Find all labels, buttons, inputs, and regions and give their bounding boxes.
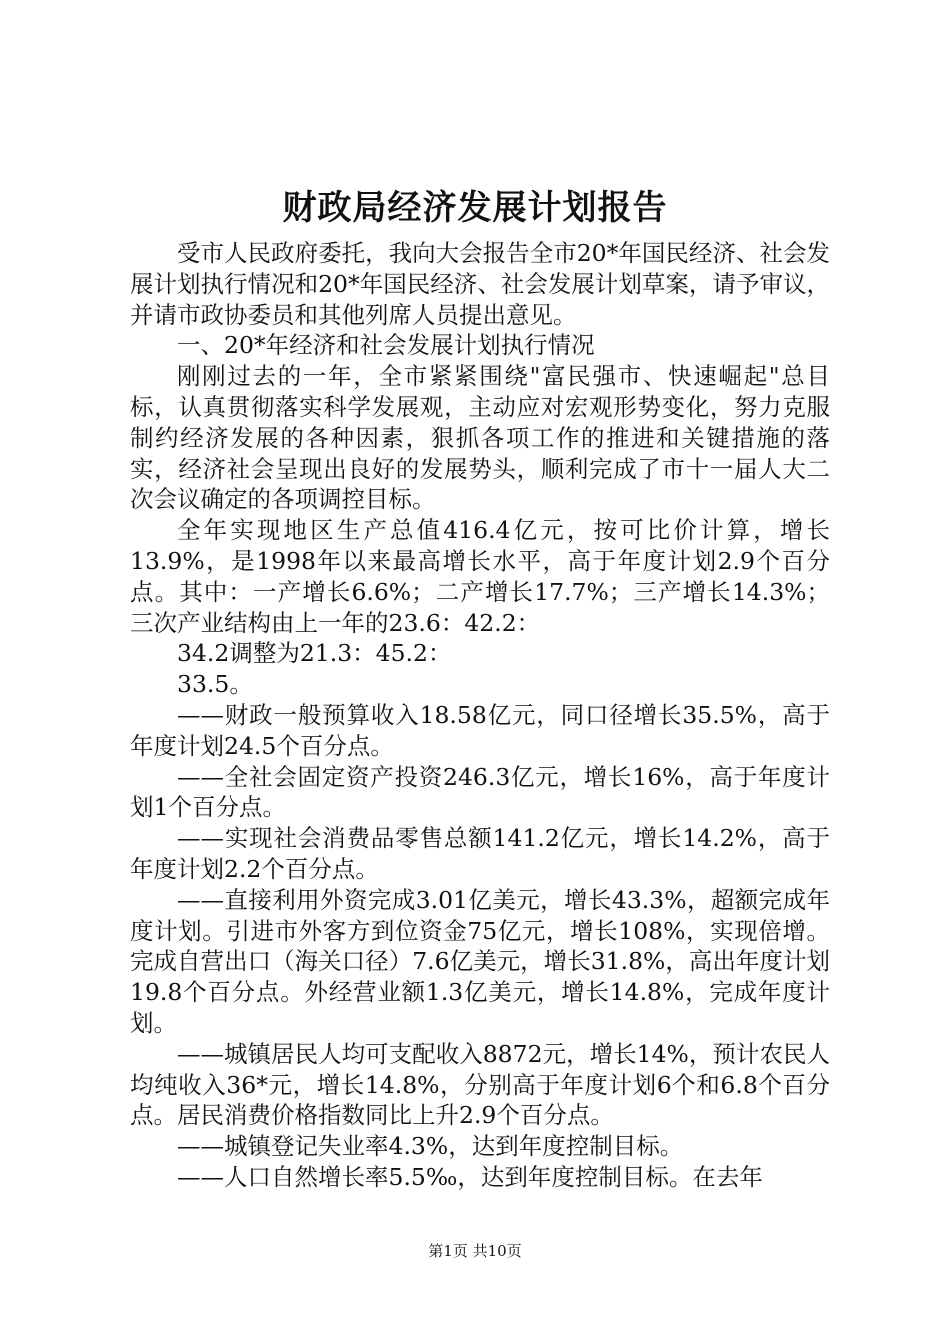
document-title: 财政局经济发展计划报告 xyxy=(282,188,668,228)
paragraph-structure-1: 34.2调整为21.3：45.2： xyxy=(177,639,452,668)
paragraph-foreign-investment: ——直接利用外资完成3.01亿美元，增长43.3%，超额完成年度计划。引进市外客方到位资金75亿元，增长108%，实现倍增。完成自营出口（海关口径）7.6亿美元，增长31.8%，高出年度计划19.8个百分点。外经营业额1.3亿美元，增长14.8%，完成年度计划。 xyxy=(130,885,830,1037)
paragraph-intro: 受市人民政府委托，我向大会报告全市20*年国民经济、社会发展计划执行情况和20*年国民经济、社会发展计划草案，请予审议，并请市政协委员和其他列席人员提出意见。 xyxy=(130,239,830,329)
paragraph-gdp: 全年实现地区生产总值416.4亿元，按可比价计算，增长13.9%，是1998年以来最高增长水平，高于年度计划2.9个百分点。其中：一产增长6.6%；二产增长17.7%；三产增长14.3%；三次产业结构由上一年的23.6：42.2： xyxy=(130,516,830,637)
section-heading: 一、20*年经济和社会发展计划执行情况 xyxy=(177,331,595,360)
paragraph-population: ——人口自然增长率5.5‰，达到年度控制目标。在去年 xyxy=(177,1162,763,1191)
paragraph-retail-sales: ——实现社会消费品零售总额141.2亿元，增长14.2%，高于年度计划2.2个百分点。 xyxy=(130,824,830,883)
paragraph-structure-2: 33.5。 xyxy=(177,670,253,699)
page-number-footer: 第1页 共10页 xyxy=(428,1242,522,1260)
paragraph-unemployment: ——城镇登记失业率4.3%，达到年度控制目标。 xyxy=(177,1132,684,1161)
paragraph-fiscal-revenue: ——财政一般预算收入18.58亿元，同口径增长35.5%，高于年度计划24.5个百分点。 xyxy=(130,700,830,760)
paragraph-overview: 刚刚过去的一年，全市紧紧围绕"富民强市、快速崛起"总目标，认真贯彻落实科学发展观，主动应对宏观形势变化，努力克服制约经济发展的各种因素，狠抓各项工作的推进和关键措施的落实，经济社会呈现出良好的发展势头，顺利完成了市十一届人大二次会议确定的各项调控目标。 xyxy=(130,362,830,514)
paragraph-income: ——城镇居民人均可支配收入8872元，增长14%，预计农民人均纯收入36*元，增长14.8%，分别高于年度计划6个和6.8个百分点。居民消费价格指数同比上升2.9个百分点。 xyxy=(130,1039,830,1130)
document-body xyxy=(130,238,830,1193)
paragraph-fixed-investment: ——全社会固定资产投资246.3亿元，增长16%，高于年度计划1个百分点。 xyxy=(130,762,830,822)
